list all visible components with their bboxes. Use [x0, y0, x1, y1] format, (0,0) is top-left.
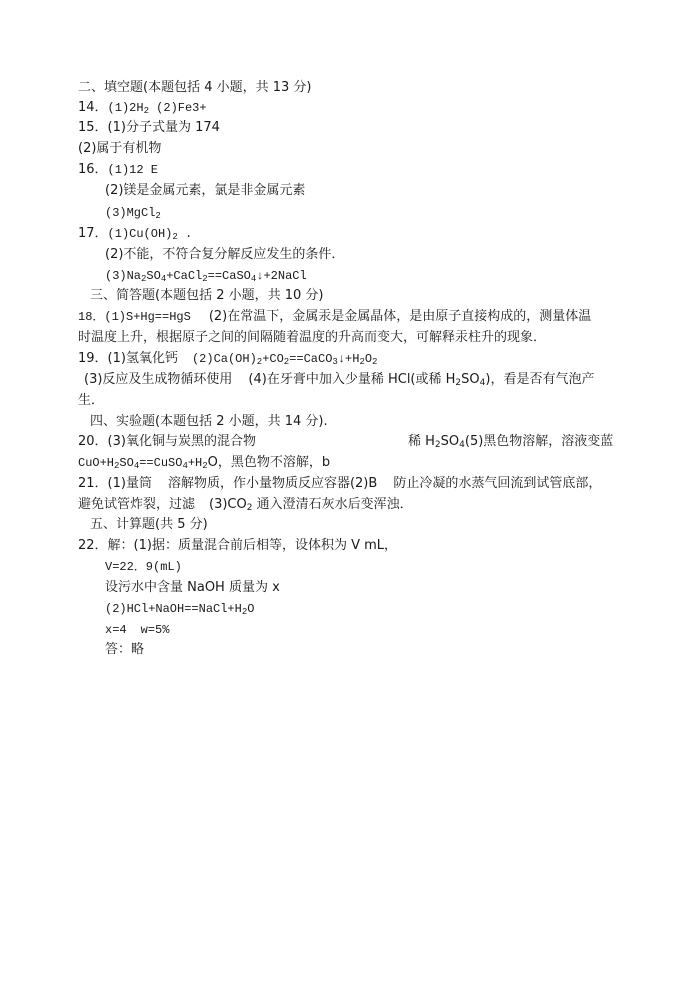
q22-result: x=4 w=5% [105, 623, 170, 637]
q19-answer-3: (3)反应及生成物循环使用 [84, 372, 233, 387]
q17-answer-3-equation: $(3)Na_2SO_4+CaCl_2==CaSO_4↓+2NaCl$ [105, 269, 307, 284]
q17-answer-1: $(1)Cu(OH)_2$ . [107, 227, 193, 242]
q21-line-2: 避免试管炸裂，过滤 $(3)CO_2$ 通入澄清石灰水后变浑浊． [78, 497, 413, 513]
q17-answer-2: (2)不能，不符合复分解反应发生的条件． [105, 247, 345, 262]
q19-line-2 [84, 370, 594, 390]
q14-number: 14． [78, 100, 108, 115]
q21-answer-1: (1)量筒 [107, 476, 152, 491]
q19-answer-4: (4)在牙膏中加入少量稀 HCl(或稀 $H_2SO_4$)，看是否有气泡产 [248, 372, 595, 388]
q22-equation: $(2)HCl+NaOH==NaCl+H_2O$ [105, 602, 255, 617]
q22-line-1: 22．解：(1)据：质量混合前后相等，设体积为 V mL， [78, 538, 398, 553]
q14-answer-1: $(1)2H_2$ [107, 101, 149, 116]
q18-explanation-1: (2)在常温下，金属汞是金属晶体，是由原子直接构成的，测量体温 [208, 309, 592, 324]
q19-line-3: 生． [78, 393, 105, 408]
section-fill-blank-title: 二、填空题(本题包括 4 小题，共 13 分) [78, 80, 312, 95]
q15-line-1: 15．(1)分子式量为 174 [78, 120, 220, 135]
q22-assumption: 设污水中含量 NaOH 质量为 x [105, 580, 280, 595]
q14-line [78, 98, 207, 118]
q22-answer: 答：略 [105, 642, 145, 657]
q20-line-1: 20．(3)氧化铜与炭黑的混合物 [78, 434, 256, 449]
q22-volume: V=22．9(mL) [105, 560, 182, 574]
q21-answer-2: 防止冷凝的水蒸气回流到试管底部， [393, 476, 602, 491]
q21-line-1: 21．(1)量筒 溶解物质，作小量物质反应容器(2)B 防止冷凝的水蒸气回流到试管底部， [78, 476, 602, 491]
q19-answer-2-equation: $(2)Ca(OH)_2+CO_2==CaCO_3↓+H_2O_2$ [191, 352, 378, 367]
q19-line-1: 19．(1)氢氧化钙 $(2)Ca(OH)_2+CO_2==CaCO_3↓+H_2O_2$ [78, 351, 378, 367]
q20-answer-4-5: 稀 $H_2SO_4(5)$黑色物溶解，溶液变蓝 [408, 434, 614, 450]
q18-line-1 [78, 307, 591, 327]
q16-answer-2: (2)镁是金属元素，氯是非金属元素 [105, 183, 306, 198]
section-experiment-title: 四、实验题(本题包括 2 小题，共 14 分). [90, 414, 328, 429]
q16-answer-3: (3)MgCl$_2$ [105, 206, 161, 221]
section-calc-title: 五、计算题(共 5 分) [90, 517, 208, 532]
q18-equation: 18．(1)S+Hg==HgS [78, 310, 191, 324]
section-short-answer-title: 三、简答题(本题包括 2 小题，共 10 分) [90, 288, 324, 303]
q15-answer-2: (2)属于有机物 [78, 141, 162, 156]
q16-line-1: 16．(1)12 E [78, 162, 158, 177]
q17-line-1: 17．$(1)Cu(OH)_2$ . [78, 226, 193, 242]
q16-answer-1: (1)12 E [107, 163, 158, 177]
q21-answer-1b: 溶解物质，作小量物质反应容器(2)B [167, 476, 378, 491]
q18-explanation-2: 时温度上升，根据原子之间的间隔随着温度的升高而变大，可解释汞柱升的现象． [78, 330, 547, 345]
q14-answer-2: (2)Fe3+ [148, 101, 207, 115]
q20-equation: $CuO+H_2SO_4==CuSO_4+H_2$ [78, 456, 208, 471]
q19-answer-1: (1)氢氧化钙 [107, 351, 178, 366]
q20-answer-3: (3)氧化铜与炭黑的混合物 [107, 434, 256, 449]
q15-answer-1: (1)分子式量为 174 [107, 120, 220, 135]
q21-answer-3: $(3)CO_2$ 通入澄清石灰水后变浑浊． [209, 497, 413, 513]
q20-line-2: $CuO+H_2SO_4==CuSO_4+H_2O$，黑色物不溶解，b [78, 455, 331, 471]
